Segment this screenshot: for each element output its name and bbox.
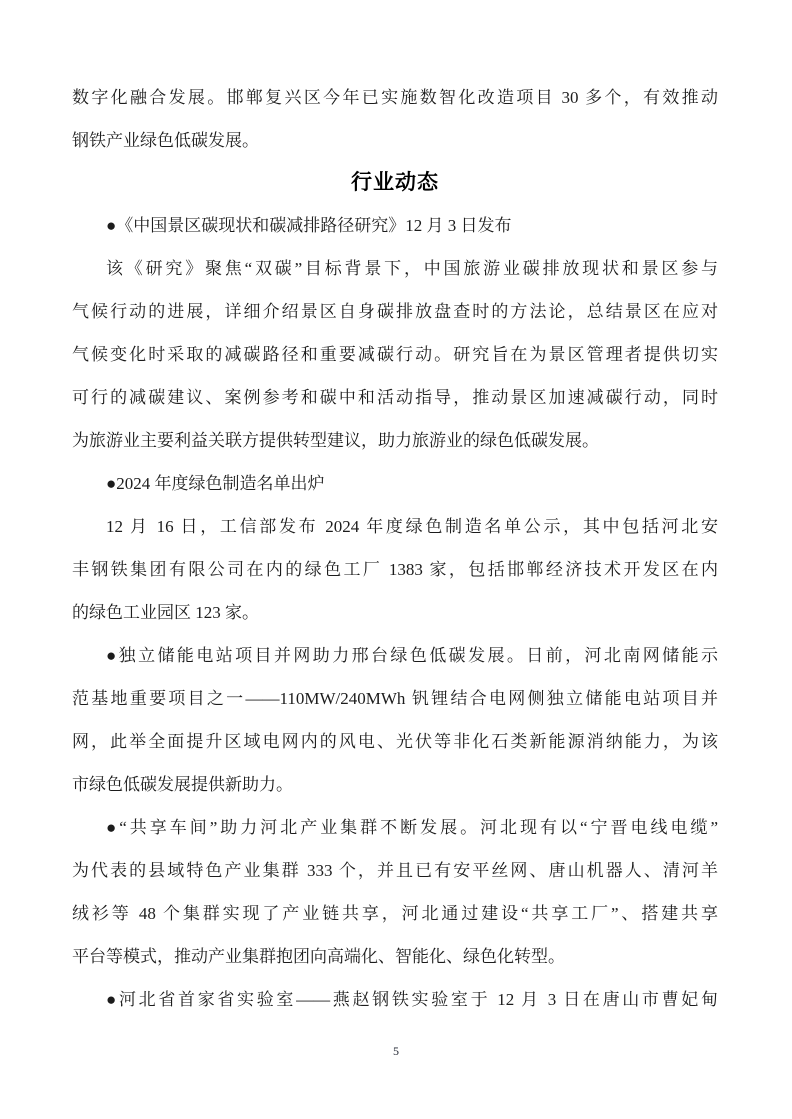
body-line: 该《研究》聚焦“双碳”目标背景下，中国旅游业碳排放现状和景区参与 (106, 259, 718, 278)
body-line: 丰钢铁集团有限公司在内的绿色工厂 1383 家，包括邯郸经济技术开发区在内 (72, 560, 718, 579)
bullet-line: ●河北省首家省实验室——燕赵钢铁实验室于 12 月 3 日在唐山市曹妃甸 (106, 990, 718, 1009)
page-body (72, 76, 718, 1021)
section-heading: 行业动态 (351, 171, 439, 194)
body-line: 12 月 16 日，工信部发布 2024 年度绿色制造名单公示，其中包括河北安 (106, 517, 718, 536)
body-line: 范基地重要项目之一——110MW/240MWh 钒锂结合电网侧独立储能电站项目并 (72, 689, 718, 708)
page-number: 5 (393, 1044, 399, 1058)
body-line: 为旅游业主要利益关联方提供转型建议，助力旅游业的绿色低碳发展。 (72, 431, 599, 450)
body-line: 气候行动的进展，详细介绍景区自身碳排放盘查时的方法论，总结景区在应对 (72, 302, 718, 321)
body-line: 市绿色低碳发展提供新助力。 (72, 775, 293, 794)
body-line: 为代表的县域特色产业集群 333 个，并且已有安平丝网、唐山机器人、清河羊 (72, 861, 718, 880)
body-line: 的绿色工业园区 123 家。 (72, 603, 259, 622)
body-line: 数字化融合发展。邯郸复兴区今年已实施数智化改造项目 30 多个，有效推动 (72, 88, 718, 107)
bullet-line: ●2024 年度绿色制造名单出炉 (106, 474, 325, 493)
bullet-line: ●《中国景区碳现状和碳减排路径研究》12 月 3 日发布 (106, 216, 512, 235)
body-line: 气候变化时采取的减碳路径和重要减碳行动。研究旨在为景区管理者提供切实 (72, 345, 718, 364)
body-line: 钢铁产业绿色低碳发展。 (72, 131, 259, 150)
body-line: 网，此举全面提升区域电网内的风电、光伏等非化石类新能源消纳能力，为该 (72, 732, 718, 751)
body-line: 可行的减碳建议、案例参考和碳中和活动指导，推动景区加速减碳行动，同时 (72, 388, 718, 407)
bullet-line: ●独立储能电站项目并网助力邢台绿色低碳发展。日前，河北南网储能示 (106, 646, 718, 665)
body-line: 绒衫等 48 个集群实现了产业链共享，河北通过建设“共享工厂”、搭建共享 (72, 904, 718, 923)
bullet-line: ●“共享车间”助力河北产业集群不断发展。河北现有以“宁晋电线电缆” (106, 818, 718, 837)
body-line: 平台等模式，推动产业集群抱团向高端化、智能化、绿色化转型。 (72, 947, 565, 966)
